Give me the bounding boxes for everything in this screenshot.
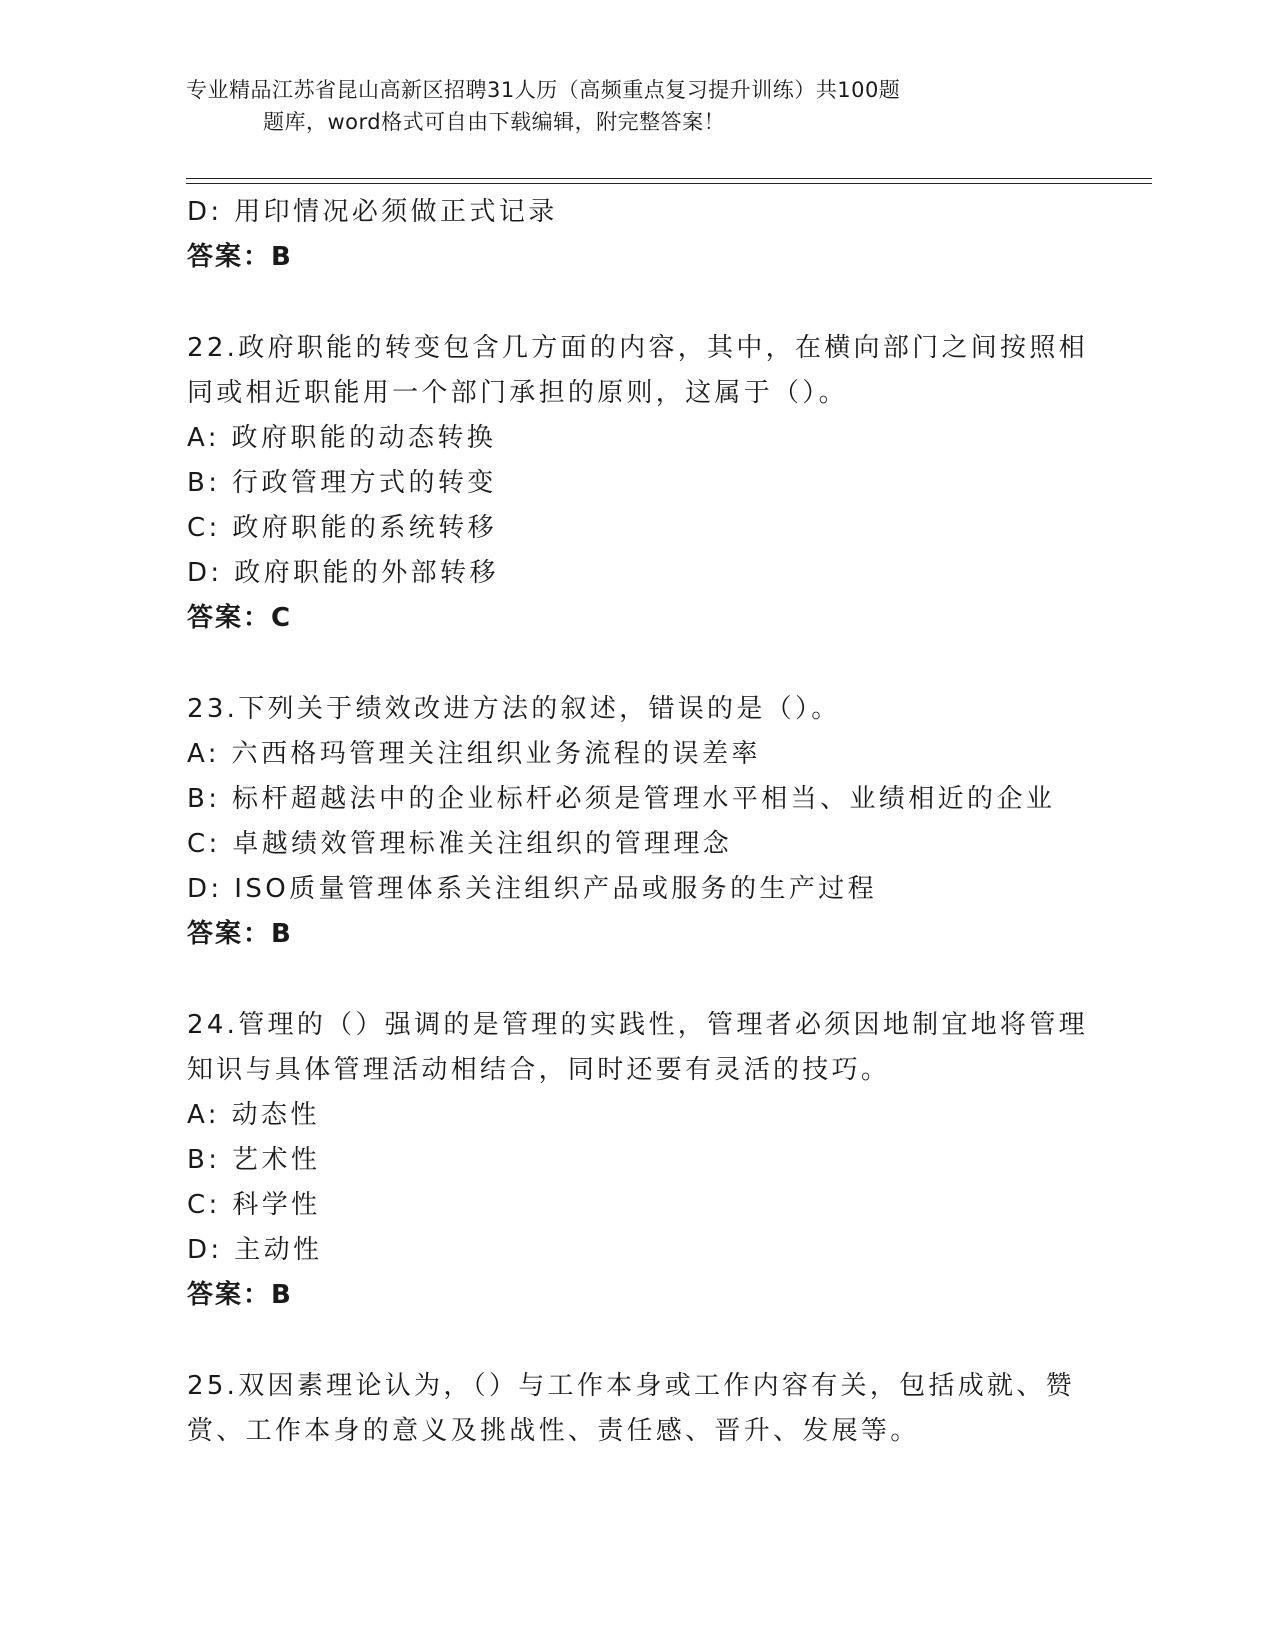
option-d: D: 主动性 — [187, 1235, 323, 1265]
question-24 — [187, 1003, 1087, 1318]
answer-line: 答案：B — [187, 242, 293, 272]
carryover-block — [187, 190, 1087, 280]
header-line-1: 专业精品江苏省昆山高新区招聘31人历（高频重点复习提升训练）共100题 — [186, 78, 901, 102]
header-line-2: 题库，word格式可自由下载编辑，附完整答案！ — [263, 110, 726, 134]
option-c: C: 科学性 — [187, 1190, 321, 1220]
option-a: A: 六西格玛管理关注组织业务流程的误差率 — [187, 739, 761, 769]
question-text-line-2: 知识与具体管理活动相结合，同时还要有灵活的技巧。 — [187, 1055, 891, 1085]
spacer — [187, 641, 1087, 687]
question-text-line-1: 23.下列关于绩效改进方法的叙述，错误的是（）。 — [187, 694, 841, 724]
option-b: B: 行政管理方式的转变 — [187, 468, 497, 498]
question-text-line-1: 25.双因素理论认为，（）与工作本身或工作内容有关，包括成就、赞 — [187, 1371, 1075, 1401]
spacer — [187, 957, 1087, 1003]
answer-line: 答案：C — [187, 603, 293, 633]
answer-line: 答案：B — [187, 1280, 293, 1310]
option-b: B: 标杆超越法中的企业标杆必须是管理水平相当、业绩相近的企业 — [187, 784, 1056, 814]
option-a: A: 动态性 — [187, 1100, 320, 1130]
question-25 — [187, 1364, 1087, 1454]
page-header — [186, 74, 1086, 138]
option-d: D: ISO质量管理体系关注组织产品或服务的生产过程 — [187, 874, 878, 904]
header-rule-bottom — [186, 183, 1152, 184]
option-b: B: 艺术性 — [187, 1145, 321, 1175]
option-c: C: 政府职能的系统转移 — [187, 513, 497, 543]
answer-line: 答案：B — [187, 919, 293, 949]
spacer — [187, 280, 1087, 326]
question-23 — [187, 687, 1087, 957]
question-text-line-1: 22.政府职能的转变包含几方面的内容，其中，在横向部门之间按照相 — [187, 333, 1088, 363]
option-d: D: 政府职能的外部转移 — [187, 558, 499, 588]
spacer — [187, 1318, 1087, 1364]
question-22 — [187, 326, 1087, 641]
document-body — [187, 190, 1087, 1454]
option-c: C: 卓越绩效管理标准关注组织的管理理念 — [187, 829, 733, 859]
header-rule-top — [186, 178, 1152, 179]
option-a: A: 政府职能的动态转换 — [187, 423, 497, 453]
option-d: D: 用印情况必须做正式记录 — [187, 197, 558, 227]
question-text-line-1: 24.管理的（）强调的是管理的实践性，管理者必须因地制宜地将管理 — [187, 1010, 1088, 1040]
question-text-line-2: 赏、工作本身的意义及挑战性、责任感、晋升、发展等。 — [187, 1416, 920, 1446]
question-text-line-2: 同或相近职能用一个部门承担的原则，这属于（）。 — [187, 378, 848, 408]
